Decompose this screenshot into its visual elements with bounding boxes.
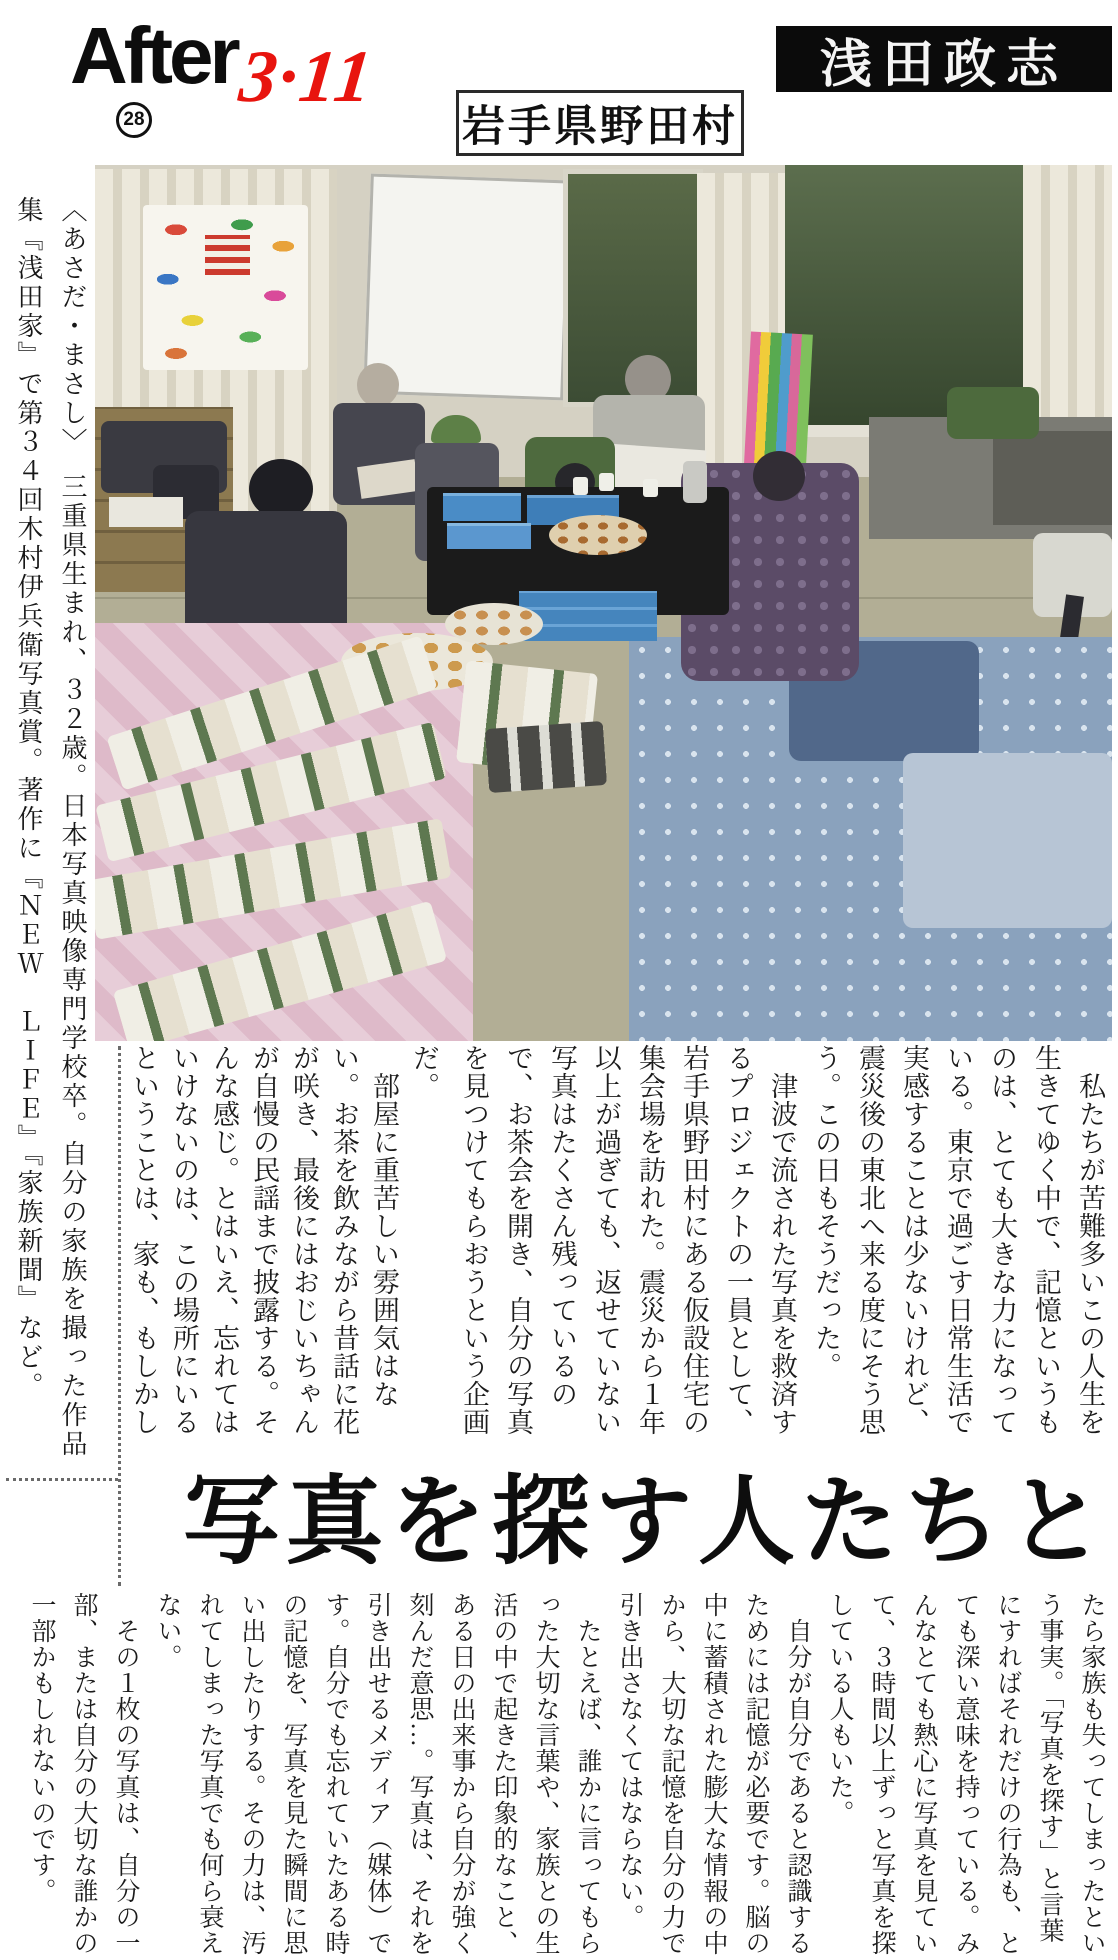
author-profile <box>6 196 94 1474</box>
author-name-plate: 浅田政志 <box>776 26 1112 92</box>
article-body-bottom <box>8 1592 1112 1960</box>
photo-whiteboard <box>363 174 571 401</box>
photo-album-1 <box>443 493 521 521</box>
article-paragraph: 津波で流された写真を救済するプロジェクトの一員として、岩手県野田村にある仮設住宅の集会場を訪れた。震災から１年以上が過ぎても、返せていない写真はたくさん残っているので、お茶会を開き、自分の写真を見つけてもらおうという企画 <box>459 1044 797 1436</box>
photo-paper-stack <box>109 497 183 527</box>
article-body-left <box>128 1044 444 1446</box>
photo-person-foreground-head <box>249 459 313 519</box>
photo-food-tray-1 <box>549 515 647 555</box>
article-paragraph: 私たちが苦難多いこの人生を生きてゆく中で、記憶というものは、とても大きな力になっている。東京で過ごす日常生活で実感することは少ないけれど、震災後の東北へ来る度にそう思う。この日もそうだった。 <box>811 1044 1105 1436</box>
dotted-rule-vertical <box>118 1046 121 1586</box>
photo-person-purple-head <box>753 451 805 501</box>
article-photo <box>95 165 1112 1041</box>
article-body-right <box>444 1044 1112 1446</box>
article-paragraph: たら家族も失ってしまったという事実。「写真を探す」と言葉にすればそれだけの行為も、とても深い意味を持っている。みんなとても熱心に写真を見ていて、３時間以上ずっと写真を探している人もいた。 <box>826 1592 1105 1956</box>
article-paragraph: たとえば、誰かに言ってもらった大切な言葉や、家族との生活の中で起きた印象的なこと、ある日の出来事から自分が強く刻んだ意思…。写真は、それを引き出せるメディア（媒体）です。自分でも忘れていたある時の記憶を、写真を見た瞬間に思い出したりする。その力は、汚れてしまった写真でも何ら衰えない。 <box>154 1592 601 1956</box>
photo-green-bag <box>947 387 1039 439</box>
photo-blue-mat-light <box>903 753 1112 928</box>
article-paragraph: その１枚の写真は、自分の一部、または自分の大切な誰かの一部かもしれないのです。 <box>28 1592 139 1956</box>
series-date-311: 3·11 <box>235 36 378 118</box>
dotted-rule-horizontal <box>6 1478 118 1481</box>
episode-number-badge: 28 <box>116 102 152 138</box>
article-paragraph: 部屋に重苦しい雰囲気はない。お茶を飲みながら昔話に花が咲き、最後にはおじいちゃんが自慢の民謡まで披露する。そんな感じ。とはいえ、忘れてはいけないのは、この場所にいるということは、家も、もしかし <box>129 1044 399 1436</box>
photo-banner-shrine <box>205 235 250 275</box>
photo-album-3 <box>447 523 531 549</box>
author-profile-text: 〈あさだ・まさし〉 三重県生まれ、３２歳。日本写真映像専門学校卒。自分の家族を撮った作品集『浅田家』で第３４回木村伊兵衛写真賞。著作に『ＮＥＷ ＬＩＦＥ』『家族新聞』など。 <box>14 196 87 1459</box>
photo-person-man-head <box>357 363 399 407</box>
article-paragraph: 自分が自分であると認識するためには記憶が必要です。脳の中に蓄積された膨大な情報の中から、大切な記憶を自分の力で引き出さなくてはならない。 <box>616 1592 811 1956</box>
article-paragraph: だ。 <box>409 1044 439 1100</box>
article-headline: 写真を探す人たちと <box>183 1469 1110 1576</box>
photo-packets-dark <box>485 721 607 793</box>
photo-food-plate <box>445 603 543 645</box>
location-box: 岩手県野田村 <box>456 90 744 156</box>
photo-thermos <box>683 461 707 503</box>
series-logo: After <box>70 11 237 100</box>
photo-cup-3 <box>643 479 658 497</box>
photo-cup-1 <box>573 477 588 495</box>
photo-fish-banner <box>143 205 308 370</box>
photo-boxes-right-2 <box>993 431 1112 525</box>
photo-cup-2 <box>599 473 614 491</box>
